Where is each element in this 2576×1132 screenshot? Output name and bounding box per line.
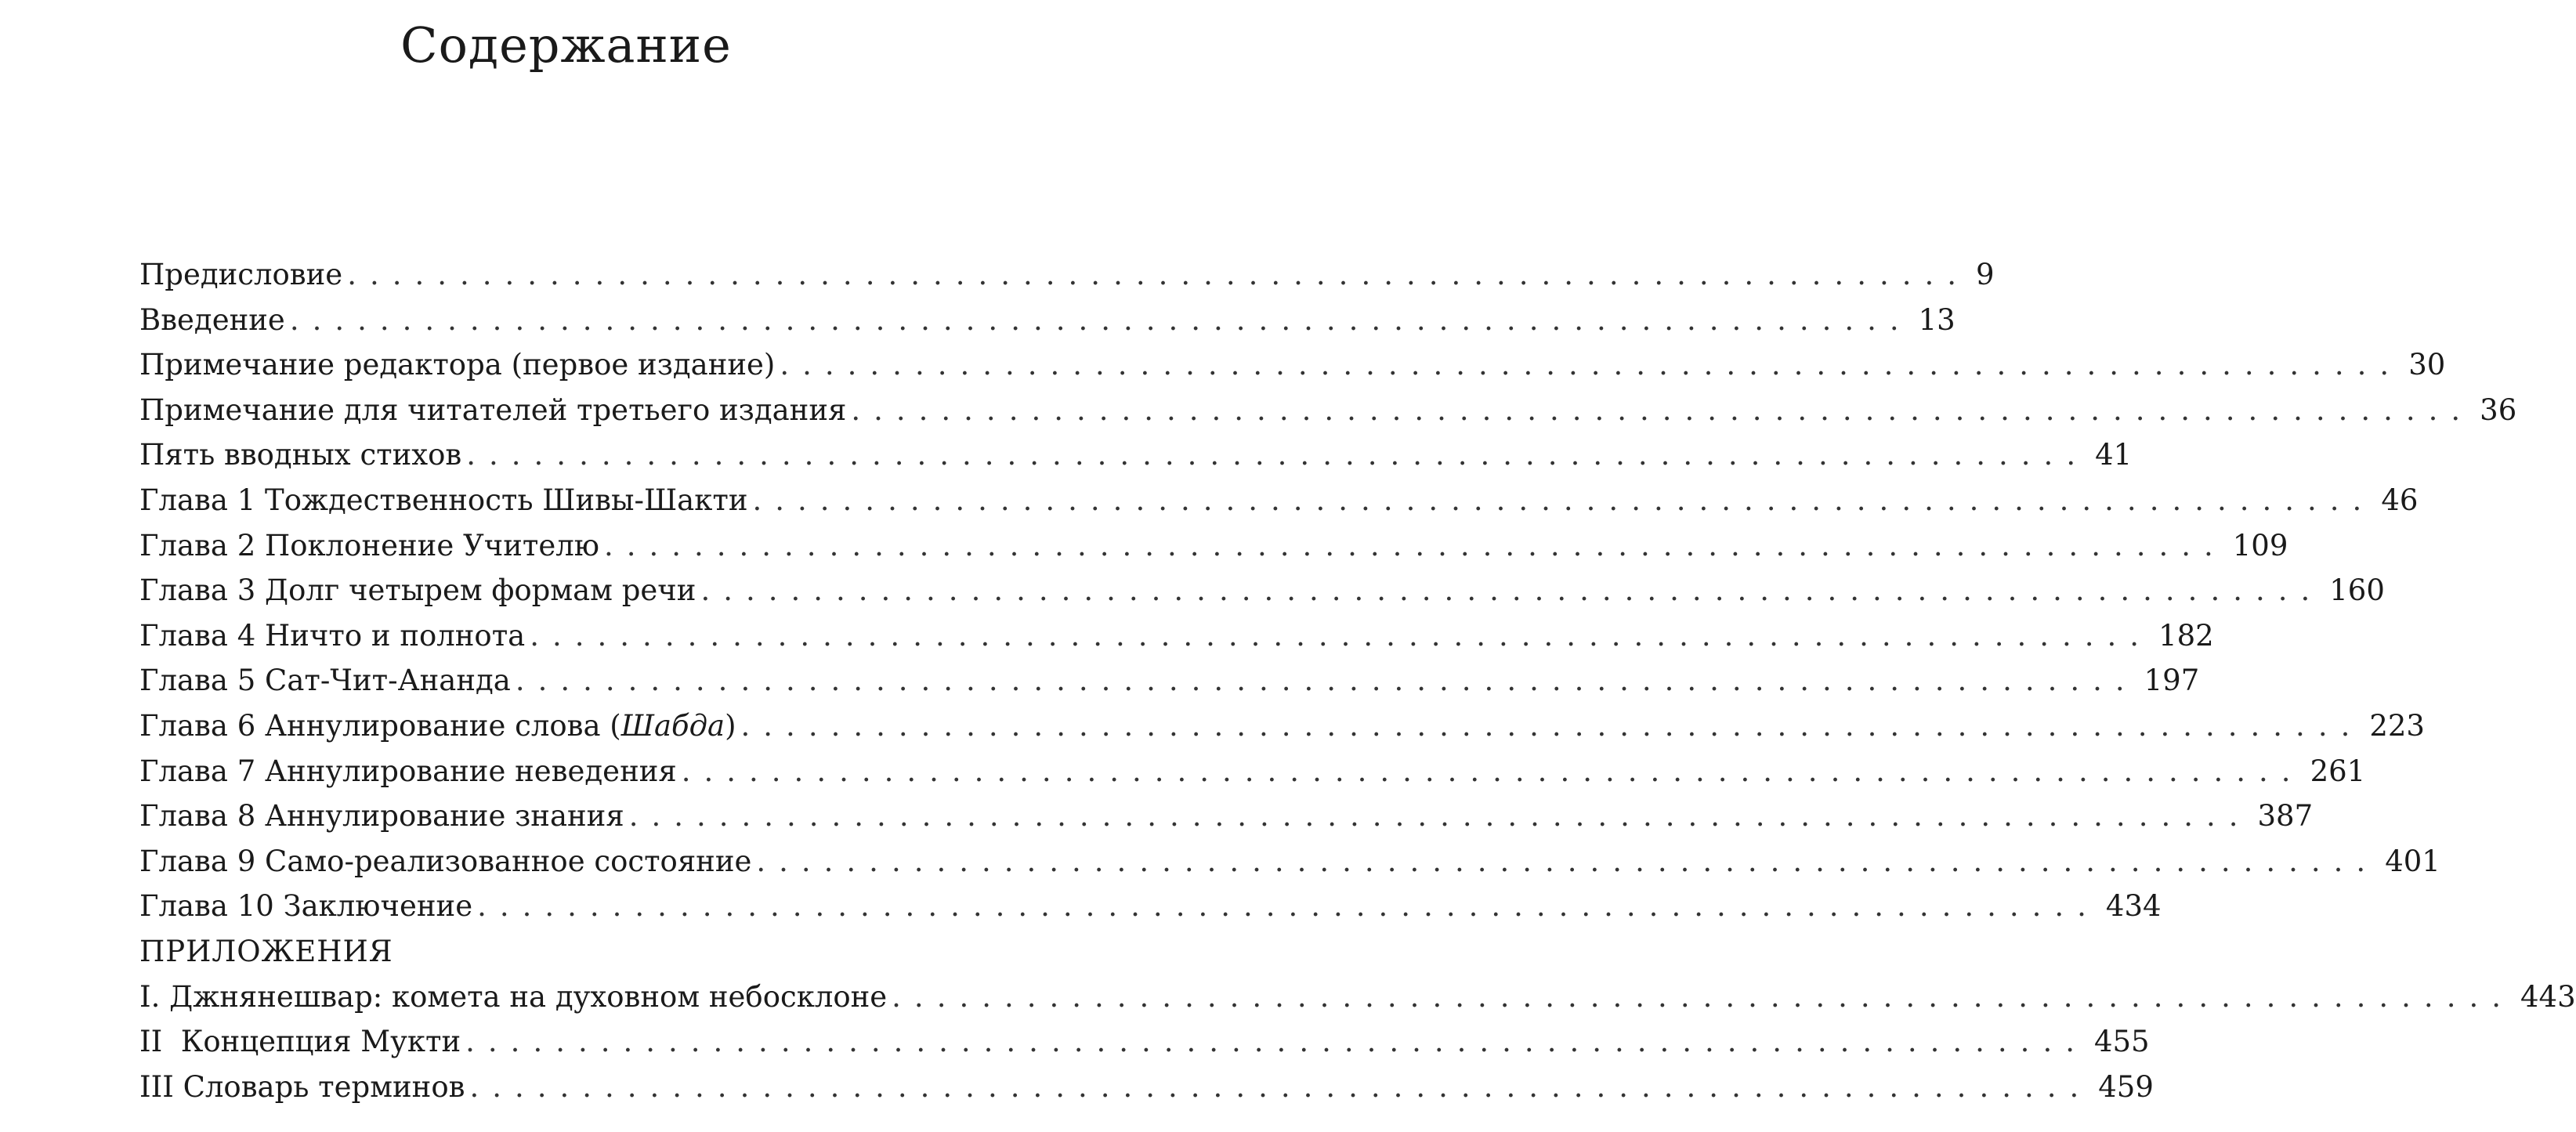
toc-entry[interactable] (139, 568, 2385, 613)
appendix-entry-page: 455 (2093, 1025, 2150, 1059)
toc-entry-page: 13 (1918, 302, 1956, 337)
toc-entry-page: 434 (2105, 889, 2162, 924)
appendix-entry-title: II Концепция Мукти (139, 1025, 461, 1059)
toc-entry[interactable] (139, 252, 1995, 298)
dot-leader: ........................................................................ (756, 844, 2379, 878)
dot-leader: ........................................................................ (477, 889, 2100, 924)
toc-entry-page: 36 (2480, 392, 2517, 427)
dot-leader: ........................................................................ (892, 979, 2514, 1014)
appendix-entry-page: 443 (2520, 979, 2576, 1014)
dot-leader: ........................................................................ (851, 392, 2474, 427)
toc-entry[interactable] (139, 388, 2517, 433)
dot-leader: ........................................................................ (466, 438, 2089, 472)
toc-entry[interactable] (139, 884, 2162, 929)
appendix-entry[interactable] (139, 1019, 2150, 1065)
toc-entry-page: 109 (2232, 528, 2288, 562)
dot-leader: ........................................................................ (469, 1069, 2093, 1104)
appendix-heading: ПРИЛОЖЕНИЯ (139, 934, 393, 968)
dot-leader: ........................................................................ (465, 1025, 2088, 1059)
toc-entry-page: 182 (2158, 618, 2214, 653)
dot-leader: ........................................................................ (780, 348, 2403, 382)
toc-entry-title-prefix: Глава 6 Аннулирование слова ( (139, 708, 621, 743)
toc-entry[interactable] (139, 703, 2425, 749)
toc-entry-title: Глава 5 Сат-Чит-Ананда (139, 664, 511, 698)
dot-leader: ........................................................................ (530, 618, 2153, 653)
toc-entry-title: Глава 7 Аннулирование неведения (139, 754, 677, 788)
dot-leader: ........................................................................ (700, 573, 2324, 608)
dot-leader: ........................................................................ (289, 302, 1912, 337)
toc-entry-title: Глава 9 Само-реализованное состояние (139, 844, 752, 878)
toc-entry-title: Глава 4 Ничто и полнота (139, 618, 526, 653)
dot-leader: ........................................................................ (628, 799, 2252, 834)
toc-entry[interactable] (139, 839, 2440, 884)
toc-entry[interactable] (139, 523, 2288, 569)
toc-entry[interactable] (139, 613, 2214, 659)
toc-entry-page: 387 (2257, 799, 2314, 834)
toc-entry-title: Примечание редактора (первое издание) (139, 348, 776, 382)
appendix-entry-page: 459 (2098, 1069, 2154, 1104)
toc-entry-page: 46 (2381, 483, 2419, 517)
table-of-contents (139, 252, 2576, 1109)
toc-entry-title: Глава 3 Долг четырем формам речи (139, 573, 696, 608)
toc-entry-title: Глава 1 Тождественность Шивы-Шакти (139, 483, 748, 517)
toc-entry-title-italic: Шабда (620, 708, 725, 743)
toc-entry-title: Глава 2 Поклонение Учителю (139, 528, 599, 562)
toc-entry-page: 223 (2369, 708, 2425, 743)
toc-entry-page: 197 (2144, 664, 2200, 698)
toc-entry-title: Предисловие (139, 258, 343, 291)
page-title: Содержание (400, 16, 732, 74)
toc-entry-page: 160 (2329, 573, 2385, 608)
toc-entry-title: Пять вводных стихов (139, 438, 462, 472)
dot-leader: ........................................................................ (515, 664, 2138, 698)
toc-entry-page: 401 (2385, 844, 2440, 878)
toc-entry-page: 261 (2310, 754, 2366, 788)
toc-entry-page: 41 (2095, 438, 2133, 472)
toc-entry-title (139, 703, 741, 749)
toc-entry[interactable] (139, 794, 2314, 839)
toc-entry-title: Введение (139, 302, 285, 337)
toc-entry-page: 9 (1976, 258, 1995, 291)
toc-entry[interactable] (139, 658, 2200, 703)
appendix-entry-title: I. Джнянешвар: комета на духовном небосклоне (139, 979, 888, 1014)
toc-entry[interactable] (139, 342, 2446, 388)
toc-entry-title-suffix: ) (725, 708, 736, 743)
dot-leader: ........................................................................ (603, 528, 2227, 562)
appendix-entry-title: III Словарь терминов (139, 1069, 465, 1104)
dot-leader: ........................................................................ (752, 483, 2375, 517)
toc-entry-title: Примечание для читателей третьего издания (139, 392, 847, 427)
dot-leader: ........................................................................ (740, 708, 2364, 743)
appendix-entry[interactable] (139, 975, 2576, 1020)
toc-entry-page: 30 (2408, 348, 2446, 382)
toc-entry[interactable] (139, 478, 2419, 523)
dot-leader: ........................................................................ (347, 258, 1970, 291)
toc-entry[interactable] (139, 298, 1956, 343)
toc-entry[interactable] (139, 749, 2366, 794)
toc-entry[interactable] (139, 432, 2133, 478)
dot-leader: ........................................................................ (681, 754, 2304, 788)
toc-entry-title: Глава 8 Аннулирование знания (139, 799, 624, 834)
toc-entry-title: Глава 10 Заключение (139, 889, 473, 924)
appendix-entry[interactable] (139, 1065, 2154, 1110)
